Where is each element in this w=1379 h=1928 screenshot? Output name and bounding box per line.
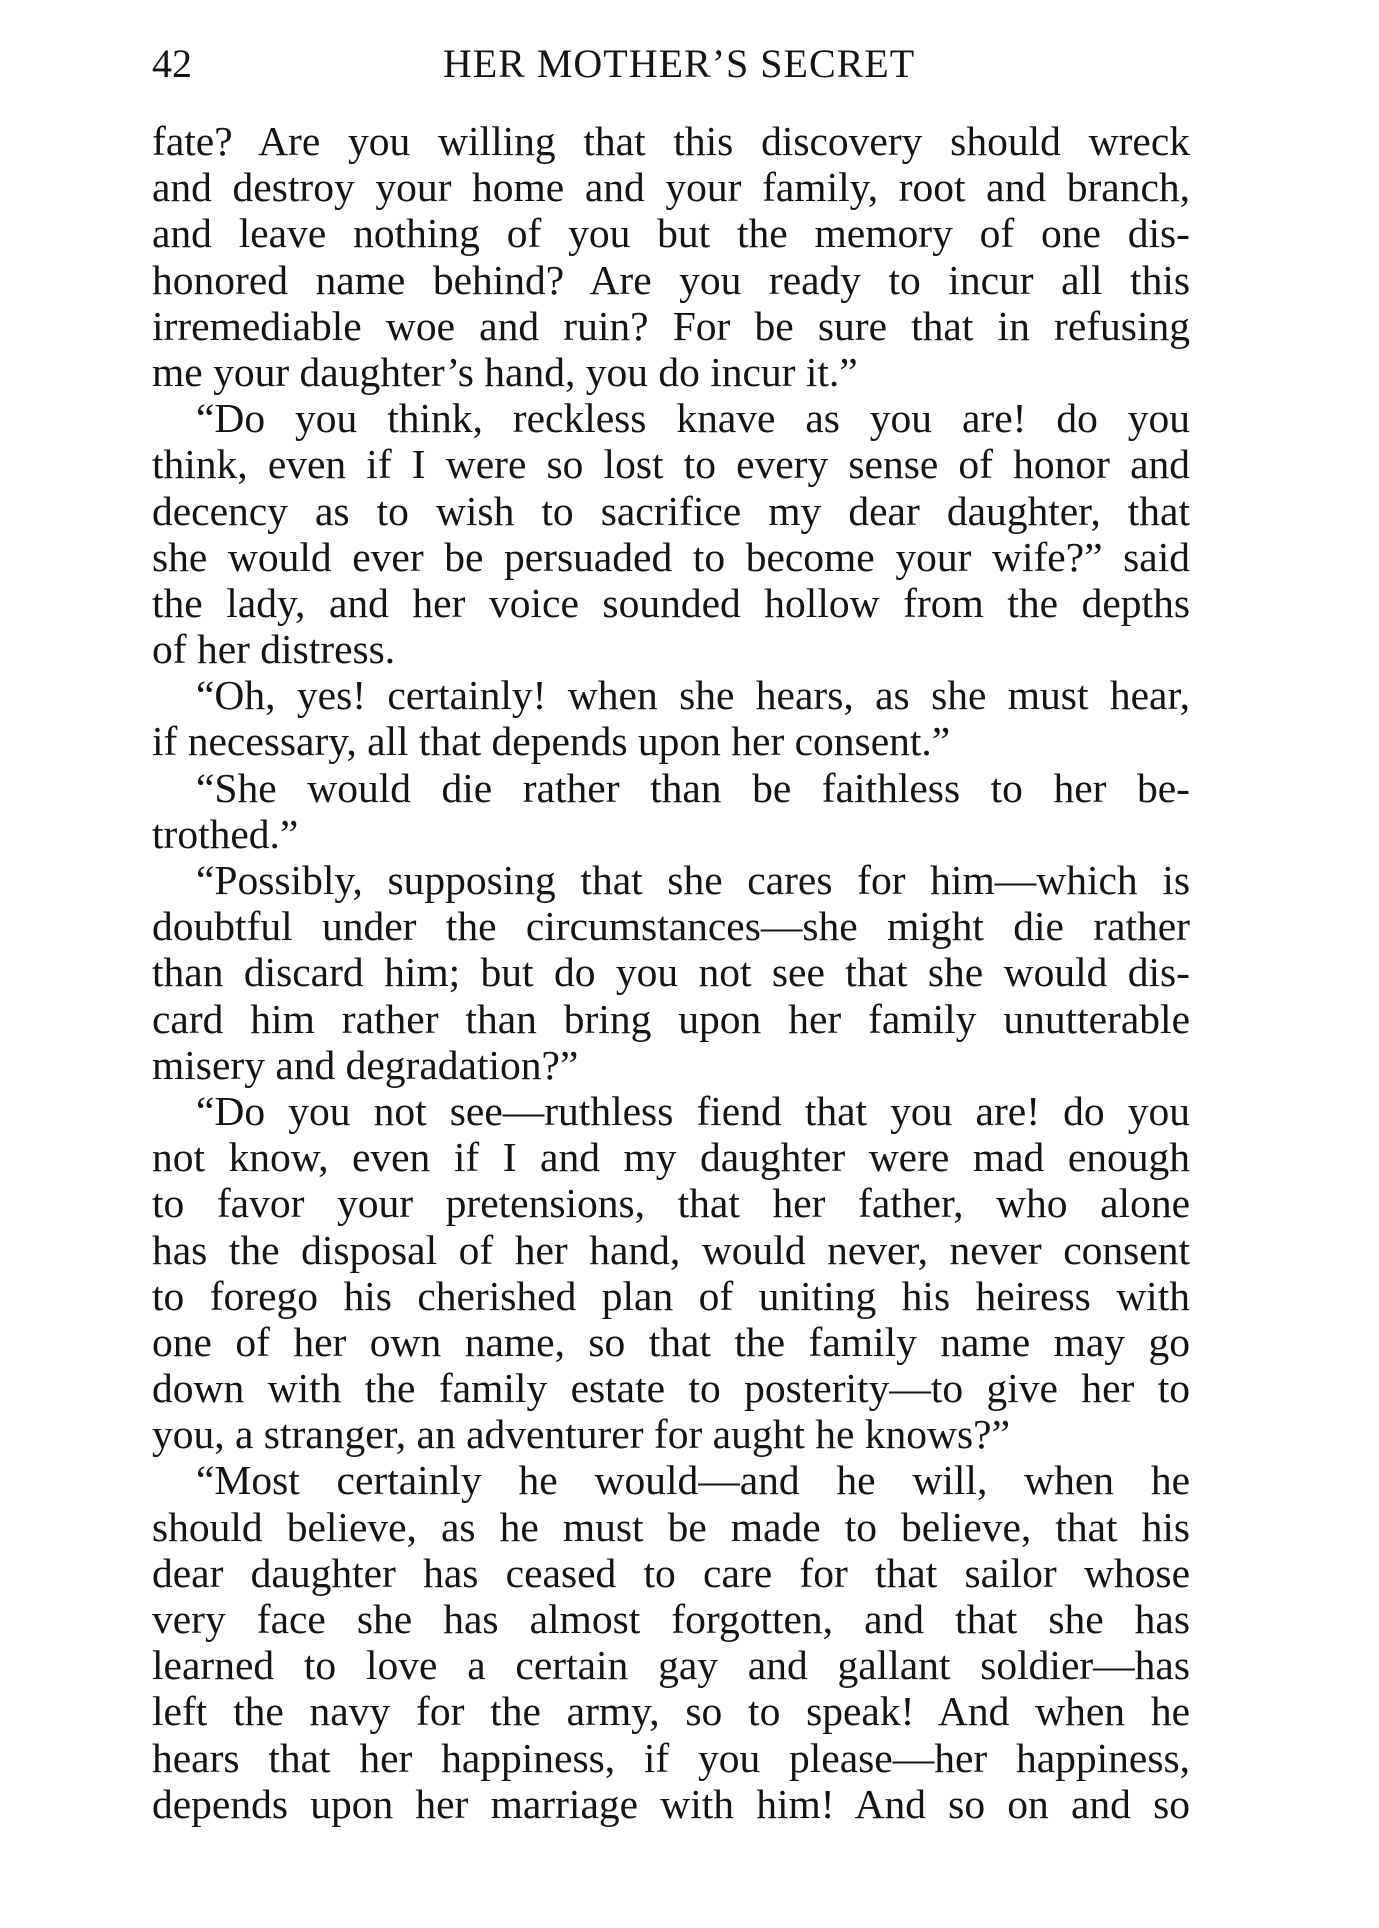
text-line: very face she has almost forgotten, and that she has: [152, 1596, 1190, 1642]
text-line: “Oh, yes! certainly! when she hears, as she must hear,: [196, 672, 1190, 719]
text-line: “Most certainly he would—and he will, when he: [196, 1457, 1190, 1504]
text-line: has the disposal of her hand, would never, never consent: [152, 1226, 1190, 1273]
text-line: doubtful under the circumstances—she might die rather: [152, 903, 1190, 950]
text-line: of her distress.: [152, 626, 396, 673]
text-line: depends upon her marriage with him! And so on and so: [152, 1780, 1190, 1827]
text-line: “Do you think, reckless knave as you are! do you: [196, 395, 1190, 442]
running-head: [152, 36, 1192, 92]
text-line: the lady, and her voice sounded hollow from the depths: [152, 579, 1190, 626]
text-line: you, a stranger, an adventurer for aught he knows?”: [152, 1411, 1010, 1458]
text-line: and leave nothing of you but the memory of one dis-: [152, 210, 1190, 257]
text-line: me your daughter’s hand, you do incur it.”: [152, 348, 858, 395]
text-line: learned to love a certain gay and gallant soldier—has: [152, 1642, 1190, 1689]
text-line: misery and degradation?”: [152, 1041, 579, 1088]
text-line: dear daughter has ceased to care for that sailor whose: [152, 1549, 1190, 1596]
text-line: card him rather than bring upon her family unutterable: [152, 995, 1190, 1042]
text-line: and destroy your home and your family, root and branch,: [152, 164, 1190, 211]
text-line: one of her own name, so that the family name may go: [152, 1318, 1190, 1365]
text-line: to forego his cherished plan of uniting his heiress with: [152, 1272, 1190, 1319]
body-text: [152, 118, 1190, 1827]
text-line: hears that her happiness, if you please—her happiness,: [152, 1734, 1190, 1781]
text-line: should believe, as he must be made to believe, that his: [152, 1503, 1190, 1550]
page-number: 42: [152, 41, 192, 86]
text-line: not know, even if I and my daughter were mad enough: [152, 1134, 1190, 1181]
text-line: than discard him; but do you not see that she would dis-: [152, 949, 1190, 996]
text-line: trothed.”: [152, 810, 299, 857]
book-title: HER MOTHER’S SECRET: [442, 41, 916, 86]
text-line: think, even if I were so lost to every sense of honor and: [152, 441, 1190, 488]
text-line: “She would die rather than be faithless to her be-: [196, 764, 1190, 811]
text-line: she would ever be persuaded to become your wife?” said: [152, 533, 1190, 580]
text-line: “Possibly, supposing that she cares for him—which is: [196, 857, 1190, 903]
text-line: left the navy for the army, so to speak! And when he: [152, 1688, 1190, 1735]
text-line: if necessary, all that depends upon her consent.”: [152, 718, 951, 765]
text-line: “Do you not see—ruthless fiend that you are! do you: [196, 1087, 1190, 1134]
text-line: fate? Are you willing that this discovery should wreck: [152, 118, 1190, 164]
text-line: to favor your pretensions, that her father, who alone: [152, 1180, 1190, 1227]
text-line: down with the family estate to posterity—to give her to: [152, 1365, 1190, 1412]
text-line: decency as to wish to sacrifice my dear daughter, that: [152, 487, 1190, 534]
text-line: irremediable woe and ruin? For be sure that in refusing: [152, 302, 1190, 349]
text-line: honored name behind? Are you ready to incur all this: [152, 256, 1190, 303]
